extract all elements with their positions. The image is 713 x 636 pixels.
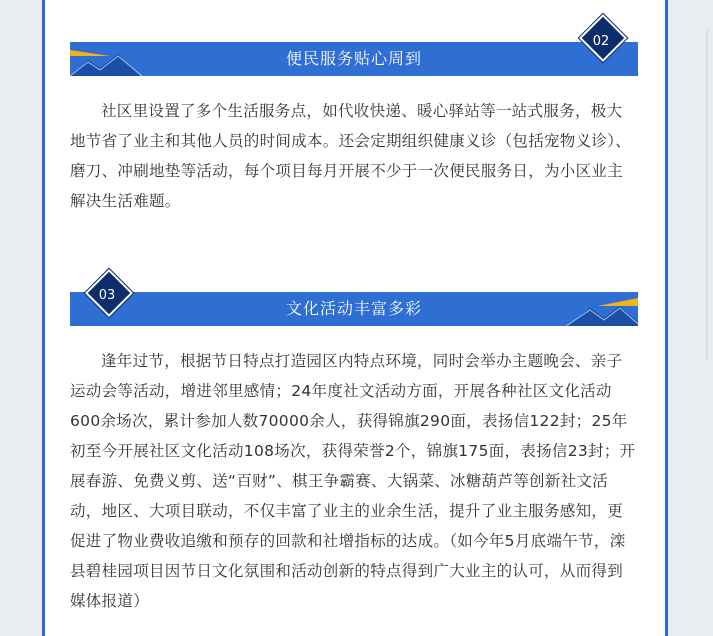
section-3-paragraph: 逢年过节，根据节日特点打造园区内特点环境，同时会举办主题晚会、亲子运动会等活动，增进邻里感情；24年度社文活动方面，开展各种社区文化活动600余场次，累计参加人数70000余人，获得锦旗290面，表扬信122封；25年初至今开展社区文化活动108场次，获得荣誉2个，锦旗175面，表扬信23封；开展春游、免费义剪、送“百财”、棋王争霸赛、大锅菜、冰糖葫芦等创新社文活动，地区、大项目联动，不仅丰富了业主的业余生活，提升了业主服务感知，更促进了物业费收追缴和预存的回款和社增指标的达成。（如今年5月底端午节，滦县碧桂园项目因节日文化氛围和活动创新的特点得到广大业主的认可，从而得到媒体报道） bbox=[70, 352, 636, 610]
article-page bbox=[42, 0, 668, 636]
section-2-title: 便民服务贴心周到 bbox=[285, 49, 422, 68]
section-3-number: 03 bbox=[98, 288, 116, 303]
section-2-paragraph: 社区里设置了多个生活服务点，如代收快递、暖心驿站等一站式服务，极大地节省了业主和其他人员的时间成本。还会定期组织健康义诊（包括宠物义诊）、磨刀、冲刷地垫等活动，每个项目每月开展不少于一次便民服务日，为小区业主解决生活难题。 bbox=[70, 102, 632, 210]
section-3-banner bbox=[70, 292, 638, 326]
section-2-banner bbox=[70, 42, 638, 76]
section-3-title: 文化活动丰富多彩 bbox=[285, 299, 422, 318]
scroll-edge-line bbox=[706, 30, 708, 360]
section-2-number: 02 bbox=[592, 34, 610, 49]
